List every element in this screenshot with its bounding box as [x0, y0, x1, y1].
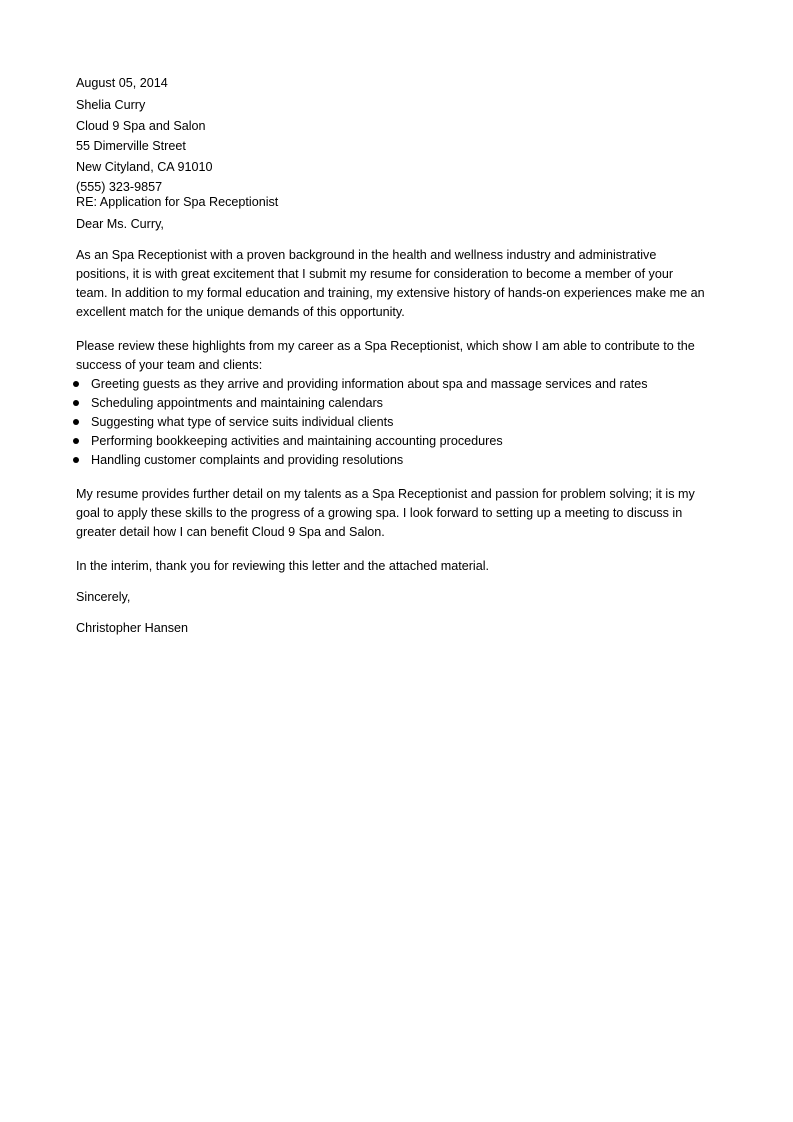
intro-paragraph: As an Spa Receptionist with a proven background in the health and wellness industry and administrative positions, it is with great excitement that I submit my resume for consideration to become a member of your team. In addition to my formal education and training, my extensive history of hands-on experiences make me an excellent match for the unique demands of this opportunity. — [76, 248, 705, 319]
list-item-text: Scheduling appointments and maintaining calendars — [91, 396, 383, 410]
list-item-text: Greeting guests as they arrive and providing information about spa and massage services and rates — [91, 377, 648, 391]
list-item — [76, 413, 716, 432]
sign-off: Sincerely, — [76, 590, 131, 604]
closing-paragraph: My resume provides further detail on my talents as a Spa Receptionist and passion for problem solving; it is my goal to apply these skills to the progress of a growing spa. I look forward to setting up a meeting to discuss in greater detail how I can benefit Cloud 9 Spa and Salon. — [76, 487, 695, 539]
bullet-icon — [73, 381, 79, 387]
highlights-list — [76, 375, 716, 470]
thank-you-line: In the interim, thank you for reviewing this letter and the attached material. — [76, 559, 490, 573]
sender-name: Christopher Hansen — [76, 621, 189, 635]
list-item-text: Performing bookkeeping activities and maintaining accounting procedures — [91, 434, 503, 448]
bullet-icon — [73, 400, 79, 406]
bullet-icon — [73, 457, 79, 463]
highlights-intro-paragraph: Please review these highlights from my career as a Spa Receptionist, which show I am able to contribute to the success of your team and clients: — [76, 339, 695, 372]
bullet-icon — [73, 438, 79, 444]
recipient-phone: (555) 323-9857 — [76, 180, 163, 194]
list-item-text: Suggesting what type of service suits individual clients — [91, 415, 394, 429]
recipient-name: Shelia Curry — [76, 98, 146, 112]
recipient-address-block — [76, 96, 716, 197]
bullet-icon — [73, 419, 79, 425]
list-item — [76, 375, 716, 394]
list-item — [76, 451, 716, 470]
recipient-company: Cloud 9 Spa and Salon — [76, 118, 206, 133]
list-item — [76, 432, 716, 451]
cover-letter — [76, 74, 716, 638]
letter-date: August 05, 2014 — [76, 76, 168, 90]
list-item-text: Handling customer complaints and providing resolutions — [91, 453, 404, 467]
recipient-street: 55 Dimerville Street — [76, 139, 186, 153]
recipient-city: New Cityland, CA 91010 — [76, 159, 213, 174]
salutation: Dear Ms. Curry, — [76, 217, 164, 231]
subject-line: RE: Application for Spa Receptionist — [76, 195, 279, 209]
list-item — [76, 394, 716, 413]
